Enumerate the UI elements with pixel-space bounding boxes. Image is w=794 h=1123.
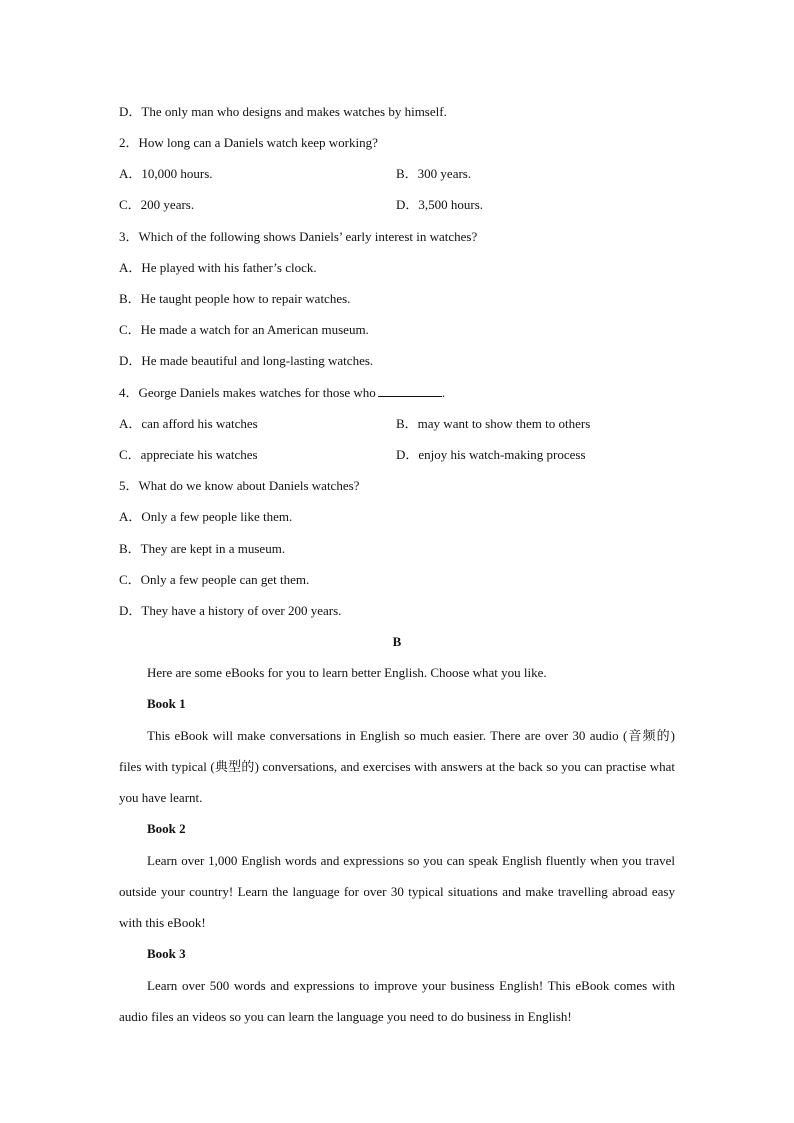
q2-option-a: A．10,000 hours. — [119, 166, 213, 181]
q3-option-a: A．He played with his father’s clock. — [119, 260, 317, 275]
section-b-intro: Here are some eBooks for you to learn better English. Choose what you like. — [147, 665, 547, 680]
q4-option-a: A．can afford his watches — [119, 416, 258, 431]
q2-option-b: B．300 years. — [396, 166, 472, 181]
q5-option-c: C．Only a few people can get them. — [119, 572, 310, 587]
q4-stem: 4．George Daniels makes watches for those who — [119, 385, 376, 400]
book1-text: This eBook will make conversations in English so much easier. There are over 30 audio (音频的) files with typical (典型的) conversations, and exercises with answers at the back so you can practise what you have learnt. — [119, 728, 675, 805]
q4-stem-end: . — [441, 385, 446, 400]
book1-title: Book 1 — [147, 696, 186, 711]
q4-option-d: D．enjoy his watch-making process — [396, 447, 586, 462]
q3-option-b: B．He taught people how to repair watches. — [119, 291, 351, 306]
book3-title: Book 3 — [147, 946, 186, 961]
q4-option-c: C．appreciate his watches — [119, 447, 258, 462]
q4-stem-line — [119, 385, 445, 401]
q5-option-d: D．They have a history of over 200 years. — [119, 603, 342, 618]
q4-option-b: B．may want to show them to others — [396, 416, 591, 431]
q5-option-a: A．Only a few people like them. — [119, 509, 293, 524]
answer-blank — [378, 385, 442, 397]
book3-text: Learn over 500 words and expressions to improve your business English! This eBook comes with audio files an videos so you can learn the language you need to do business in English! — [119, 978, 675, 1024]
q2-option-c: C．200 years. — [119, 197, 195, 212]
q3-option-c: C．He made a watch for an American museum. — [119, 322, 369, 337]
q3-stem: 3．Which of the following shows Daniels’ early interest in watches? — [119, 229, 478, 244]
q1-option-d: D．The only man who designs and makes watches by himself. — [119, 104, 447, 119]
book2-title: Book 2 — [147, 821, 186, 836]
q3-option-d: D．He made beautiful and long-lasting watches. — [119, 353, 374, 368]
section-b-heading: B — [392, 634, 402, 649]
q2-option-d: D．3,500 hours. — [396, 197, 484, 212]
book2-text: Learn over 1,000 English words and expressions so you can speak English fluently when you travel outside your country! Learn the language for over 30 typical situations and make travelling abroad easy with this eBook! — [119, 853, 675, 930]
q5-stem: 5．What do we know about Daniels watches? — [119, 478, 360, 493]
q2-stem: 2．How long can a Daniels watch keep working? — [119, 135, 378, 150]
q5-option-b: B．They are kept in a museum. — [119, 541, 286, 556]
